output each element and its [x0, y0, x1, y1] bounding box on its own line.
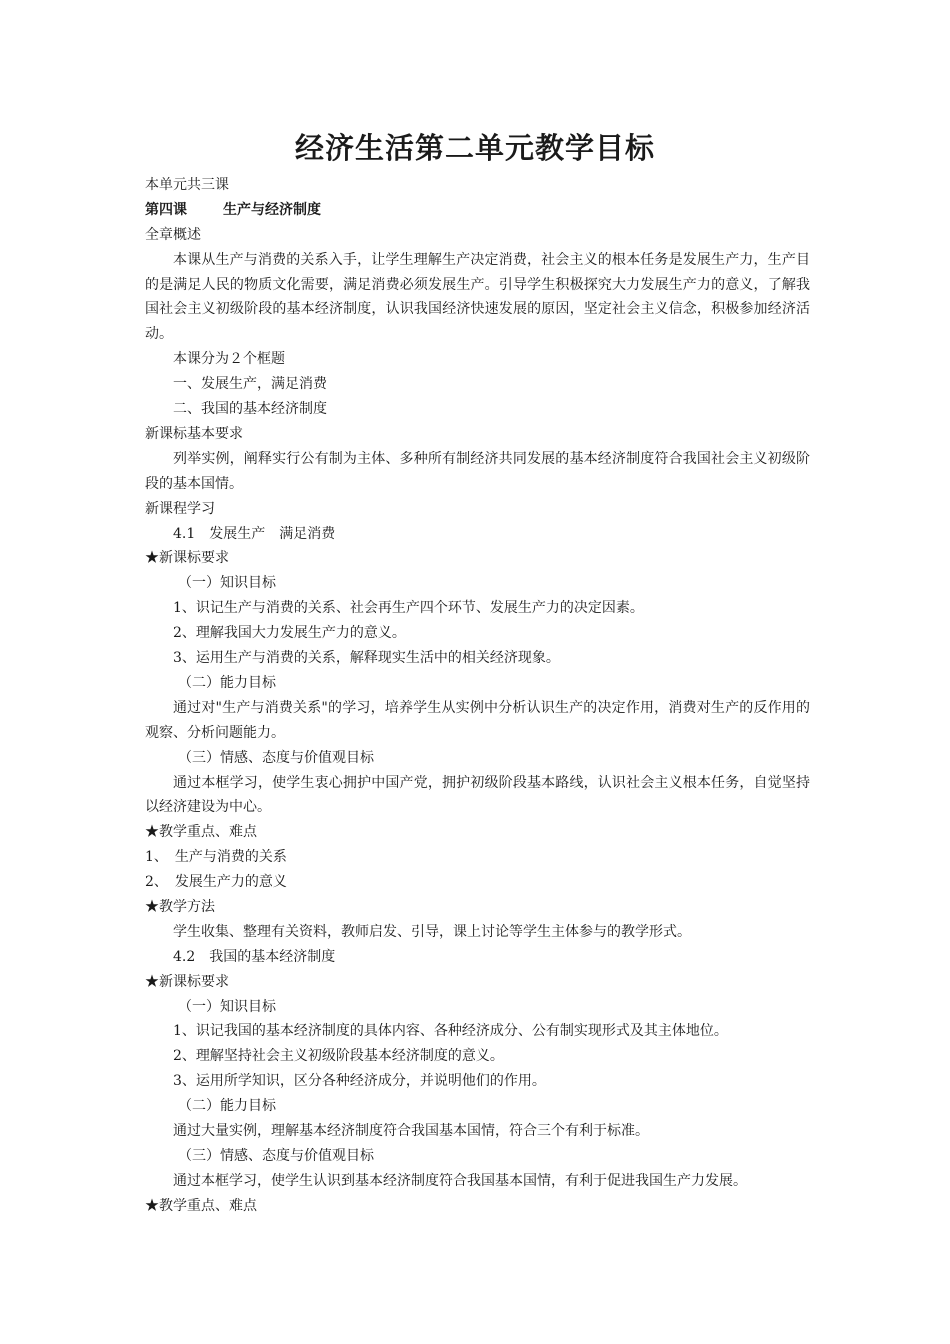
method-heading: ★教学方法	[145, 898, 215, 915]
overview-heading: 全章概述	[145, 226, 201, 243]
ability-heading: （二）能力目标	[178, 674, 276, 691]
overview-topic: 二、我国的基本经济制度	[173, 401, 327, 418]
knowledge-item: 2、理解坚持社会主义初级阶段基本经济制度的意义。	[173, 1048, 504, 1065]
curriculum-paragraph: 列举实例，阐释实行公有制为主体、多种所有制经济共同发展的基本经济制度符合我国社会主义初级阶段的基本国情。	[145, 450, 810, 492]
knowledge-item: 3、运用生产与消费的关系，解释现实生活中的相关经济现象。	[173, 650, 560, 667]
key-points-heading: ★教学重点、难点	[145, 824, 257, 841]
overview-paragraph: 本课从生产与消费的关系入手，让学生理解生产决定消费，社会主义的根本任务是发展生产力，生产目的是满足人民的物质文化需要，满足消费必须发展生产。引导学生积极探究大力发展生产力的意义，了解我国社会主义初级阶段的基本经济制度，认识我国经济快速发展的原因，坚定社会主义信念，积极参加经济活动。	[145, 251, 810, 343]
key-point-item: 2、 发展生产力的意义	[145, 874, 287, 891]
document-title: 经济生活第二单元教学目标	[294, 131, 655, 165]
document-body	[145, 173, 810, 1219]
knowledge-item: 3、运用所学知识，区分各种经济成分，并说明他们的作用。	[173, 1073, 546, 1090]
ability-heading: （二）能力目标	[178, 1098, 276, 1115]
emotion-heading: （三）情感、态度与价值观目标	[178, 749, 374, 766]
emotion-paragraph: 通过本框学习，使学生衷心拥护中国产党，拥护初级阶段基本路线，认识社会主义根本任务，自觉坚持以经济建设为中心。	[145, 774, 810, 816]
section-name: 发展生产	[209, 525, 266, 542]
section-heading	[145, 945, 810, 970]
knowledge-item: 1、识记生产与消费的关系、社会再生产四个环节、发展生产力的决定因素。	[173, 600, 644, 617]
unit-intro: 本单元共三课	[145, 177, 229, 193]
section-heading	[145, 522, 810, 547]
section-number: 4.2	[173, 948, 196, 965]
section-number: 4.1	[173, 525, 196, 542]
lesson-label: 第四课	[145, 201, 187, 218]
knowledge-item: 2、理解我国大力发展生产力的意义。	[173, 625, 406, 642]
overview-topic: 一、发展生产，满足消费	[173, 376, 327, 393]
lesson-heading	[145, 198, 810, 223]
emotion-text: 通过本框学习，使学生认识到基本经济制度符合我国基本国情，有利于促进我国生产力发展。	[173, 1172, 747, 1189]
section-name-part2: 满足消费	[279, 525, 336, 542]
knowledge-item: 1、识记我国的基本经济制度的具体内容、各种经济成分、公有制实现形式及其主体地位。	[173, 1023, 728, 1040]
section-name: 我国的基本经济制度	[209, 948, 336, 965]
requirement-heading: ★新课标要求	[145, 973, 229, 990]
key-points-heading: ★教学重点、难点	[145, 1197, 257, 1214]
overview-division: 本课分为２个框题	[173, 351, 285, 368]
ability-paragraph: 通过对"生产与消费关系"的学习，培养学生从实例中分析认识生产的决定作用，消费对生产的反作用的观察、分析问题能力。	[145, 699, 810, 741]
knowledge-heading: （一）知识目标	[178, 575, 276, 592]
knowledge-heading: （一）知识目标	[178, 998, 276, 1015]
curriculum-heading: 新课标基本要求	[145, 425, 243, 442]
ability-text: 通过大量实例，理解基本经济制度符合我国基本国情，符合三个有利于标准。	[173, 1123, 649, 1139]
requirement-heading: ★新课标要求	[145, 550, 229, 567]
lesson-name: 生产与经济制度	[223, 201, 321, 218]
emotion-heading: （三）情感、态度与价值观目标	[178, 1147, 374, 1164]
key-point-item: 1、 生产与消费的关系	[145, 849, 287, 866]
method-text: 学生收集、整理有关资料，教师启发、引导，课上讨论等学生主体参与的教学形式。	[173, 923, 691, 940]
study-heading: 新课程学习	[145, 500, 215, 517]
